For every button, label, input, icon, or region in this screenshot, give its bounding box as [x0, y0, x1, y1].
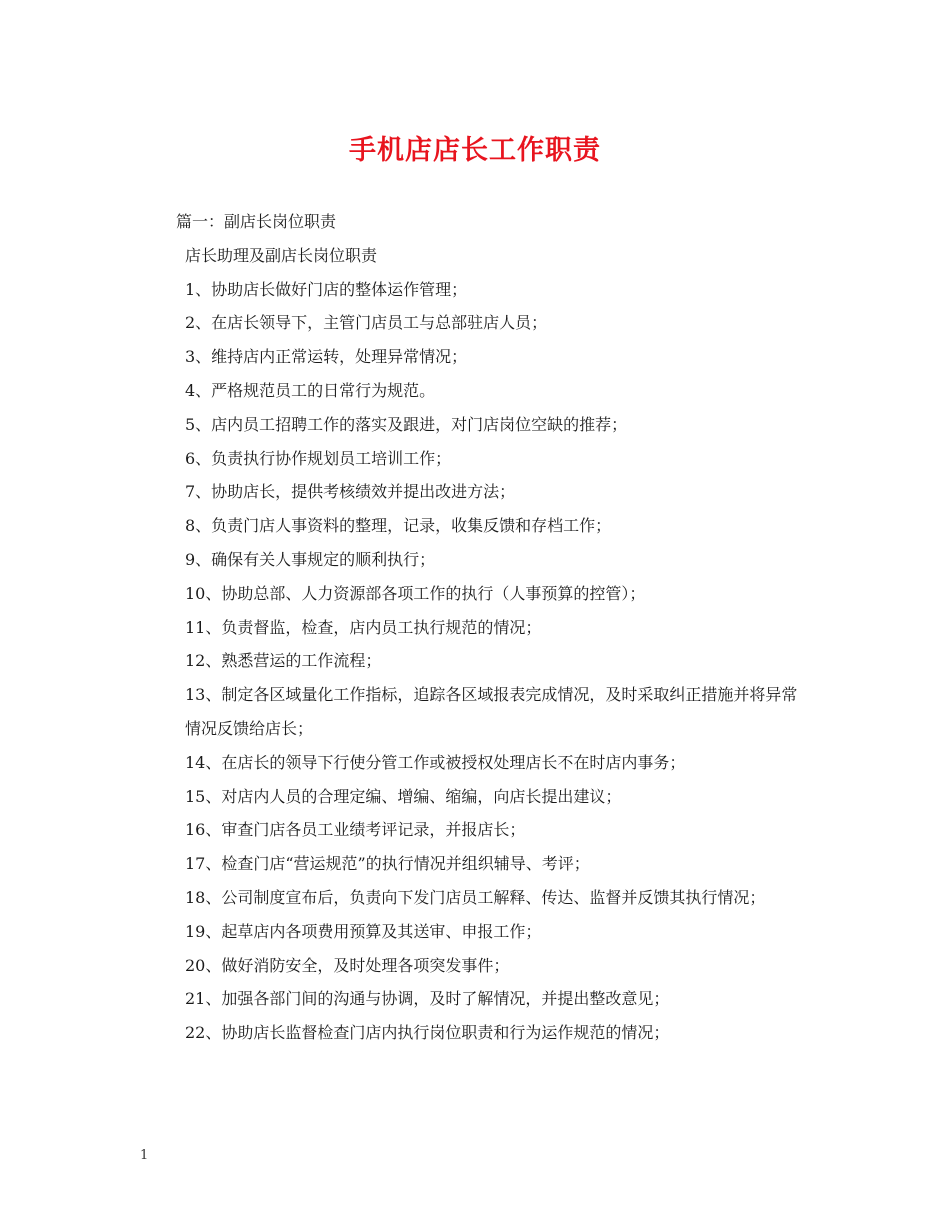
- paragraph: 14、在店长的领导下行使分管工作或被授权处理店长不在时店内事务；: [185, 752, 686, 772]
- paragraph: 22、协助店长监督检查门店内执行岗位职责和行为运作规范的情况；: [185, 1023, 670, 1043]
- paragraph: 6、负责执行协作规划员工培训工作；: [185, 448, 452, 468]
- paragraph: 12、熟悉营运的工作流程；: [185, 651, 382, 671]
- paragraph: 13、制定各区域量化工作指标，追踪各区域报表完成情况，及时采取纠正措施并将异常: [185, 685, 798, 705]
- paragraph: 11、负责督监，检查，店内员工执行规范的情况；: [185, 617, 542, 637]
- paragraph: 9、确保有关人事规定的顺利执行；: [185, 549, 436, 569]
- paragraph: 18、公司制度宣布后，负责向下发门店员工解释、传达、监督并反馈其执行情况；: [185, 887, 766, 907]
- paragraph: 16、审查门店各员工业绩考评记录，并报店长；: [185, 820, 526, 840]
- paragraph: 情况反馈给店长；: [185, 718, 314, 738]
- paragraph: 15、对店内人员的合理定编、增编、缩编，向店长提出建议；: [185, 786, 622, 806]
- document-body: [140, 205, 815, 1050]
- paragraph: 4、严格规范员工的日常行为规范。: [185, 380, 436, 400]
- paragraph: 篇一：副店长岗位职责: [176, 212, 337, 231]
- paragraph: 21、加强各部门间的沟通与协调，及时了解情况，并提出整改意见；: [185, 989, 670, 1009]
- paragraph: 19、起草店内各项费用预算及其送审、申报工作；: [185, 921, 542, 941]
- paragraph: 1、协助店长做好门店的整体运作管理；: [185, 279, 468, 299]
- paragraph: 17、检查门店“营运规范”的执行情况并组织辅导、考评；: [185, 854, 590, 874]
- paragraph: 2、在店长领导下，主管门店员工与总部驻店人员；: [185, 313, 548, 333]
- paragraph: 店长助理及副店长岗位职责: [185, 245, 378, 265]
- paragraph: 10、协助总部、人力资源部各项工作的执行（人事预算的控管）；: [185, 583, 646, 603]
- paragraph: 3、维持店内正常运转，处理异常情况；: [185, 347, 468, 367]
- paragraph: 7、协助店长，提供考核绩效并提出改进方法；: [185, 482, 516, 502]
- page-number: 1: [140, 1148, 149, 1163]
- paragraph: 8、负责门店人事资料的整理，记录，收集反馈和存档工作；: [185, 516, 612, 536]
- paragraph: 20、做好消防安全，及时处理各项突发事件；: [185, 955, 510, 975]
- paragraph: 5、店内员工招聘工作的落实及跟进，对门店岗位空缺的推荐；: [185, 414, 628, 434]
- document-title: 手机店店长工作职责: [349, 135, 601, 166]
